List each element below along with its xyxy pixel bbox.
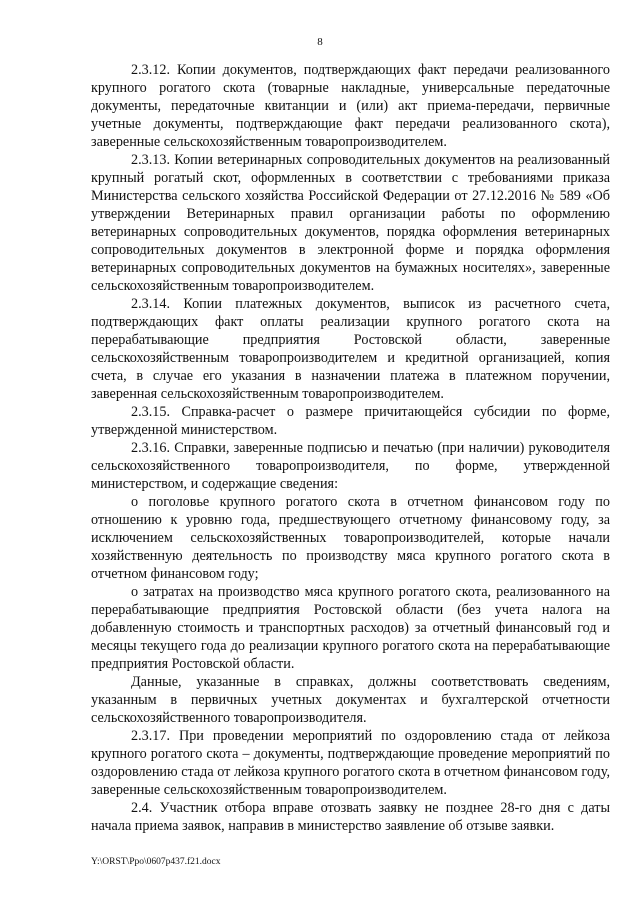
paragraph-2-3-17: 2.3.17. При проведении мероприятий по оздоровлению стада от лейкоза крупного рогатого скота – документы, подтверждающие проведение мероприятий по оздоровлению стада от лейкоза крупного рогатого скота в отчетном финансовом году, заверенные сельскохозяйственным товаропроизводителем. [91, 728, 610, 798]
paragraph-livestock-count: о поголовье крупного рогатого скота в отчетном финансовом году по отношению к уровню года, предшествующего отчетному финансовому году, за исключением сельскохозяйственных товаропроизводителей, которые начали хозяйственную деятельность по производству мяса крупного рогатого скота в отчетном финансовом году; [91, 494, 610, 582]
footer-file-path: Y:\ORST\Ppo\0607p437.f21.docx [91, 857, 221, 867]
paragraph-2-4: 2.4. Участник отбора вправе отозвать заявку не позднее 28-го дня с даты начала приема заявок, направив в министерство заявление об отзыве заявки. [91, 800, 610, 834]
paragraph-2-3-14: 2.3.14. Копии платежных документов, выписок из расчетного счета, подтверждающих факт оплаты реализации крупного рогатого скота на перерабатывающие предприятия Ростовской области, заверенные сельскохозяйственным товаропроизводителем и кредитной организацией, копия счета, в случае его указания в назначении платежа в платежном поручении, заверенная сельскохозяйственным товаропроизводителем. [91, 296, 610, 402]
document-body [91, 61, 610, 835]
paragraph-2-3-15: 2.3.15. Справка-расчет о размере причитающейся субсидии по форме, утвержденной министерством. [91, 404, 610, 438]
paragraph-production-costs: о затратах на производство мяса крупного рогатого скота, реализованного на перерабатывающие предприятия Ростовской области (без учета налога на добавленную стоимость и транспортных расходов) за отчетный финансовый год и месяцы текущего года до реализации крупного рогатого скота на перерабатывающие предприятия Ростовской области. [91, 584, 610, 672]
page-number: 8 [317, 36, 323, 48]
paragraph-data-consistency: Данные, указанные в справках, должны соответствовать сведениям, указанным в первичных учетных документах и бухгалтерской отчетности сельскохозяйственного товаропроизводителя. [91, 674, 610, 726]
paragraph-2-3-16: 2.3.16. Справки, заверенные подписью и печатью (при наличии) руководителя сельскохозяйственного товаропроизводителя, по форме, утвержденной министерством, и содержащие сведения: [91, 440, 610, 492]
paragraph-2-3-13: 2.3.13. Копии ветеринарных сопроводительных документов на реализованный крупный рогатый скот, оформленных в соответствии с требованиями приказа Министерства сельского хозяйства Российской Федерации от 27.12.2016 № 589 «Об утверждении Ветеринарных правил организации работы по оформлению ветеринарных сопроводительных документов, порядка оформления ветеринарных сопроводительных документов в электронной форме и порядка оформления ветеринарных сопроводительных документов на бумажных носителях», заверенные сельскохозяйственным товаропроизводителем. [91, 152, 610, 294]
paragraph-2-3-12: 2.3.12. Копии документов, подтверждающих факт передачи реализованного крупного рогатого скота (товарные накладные, универсальные передаточные документы, передаточные квитанции и (или) акт приема-передачи, первичные учетные документы, подтверждающие факт передачи реализованного скота), заверенные сельскохозяйственным товаропроизводителем. [91, 62, 610, 150]
